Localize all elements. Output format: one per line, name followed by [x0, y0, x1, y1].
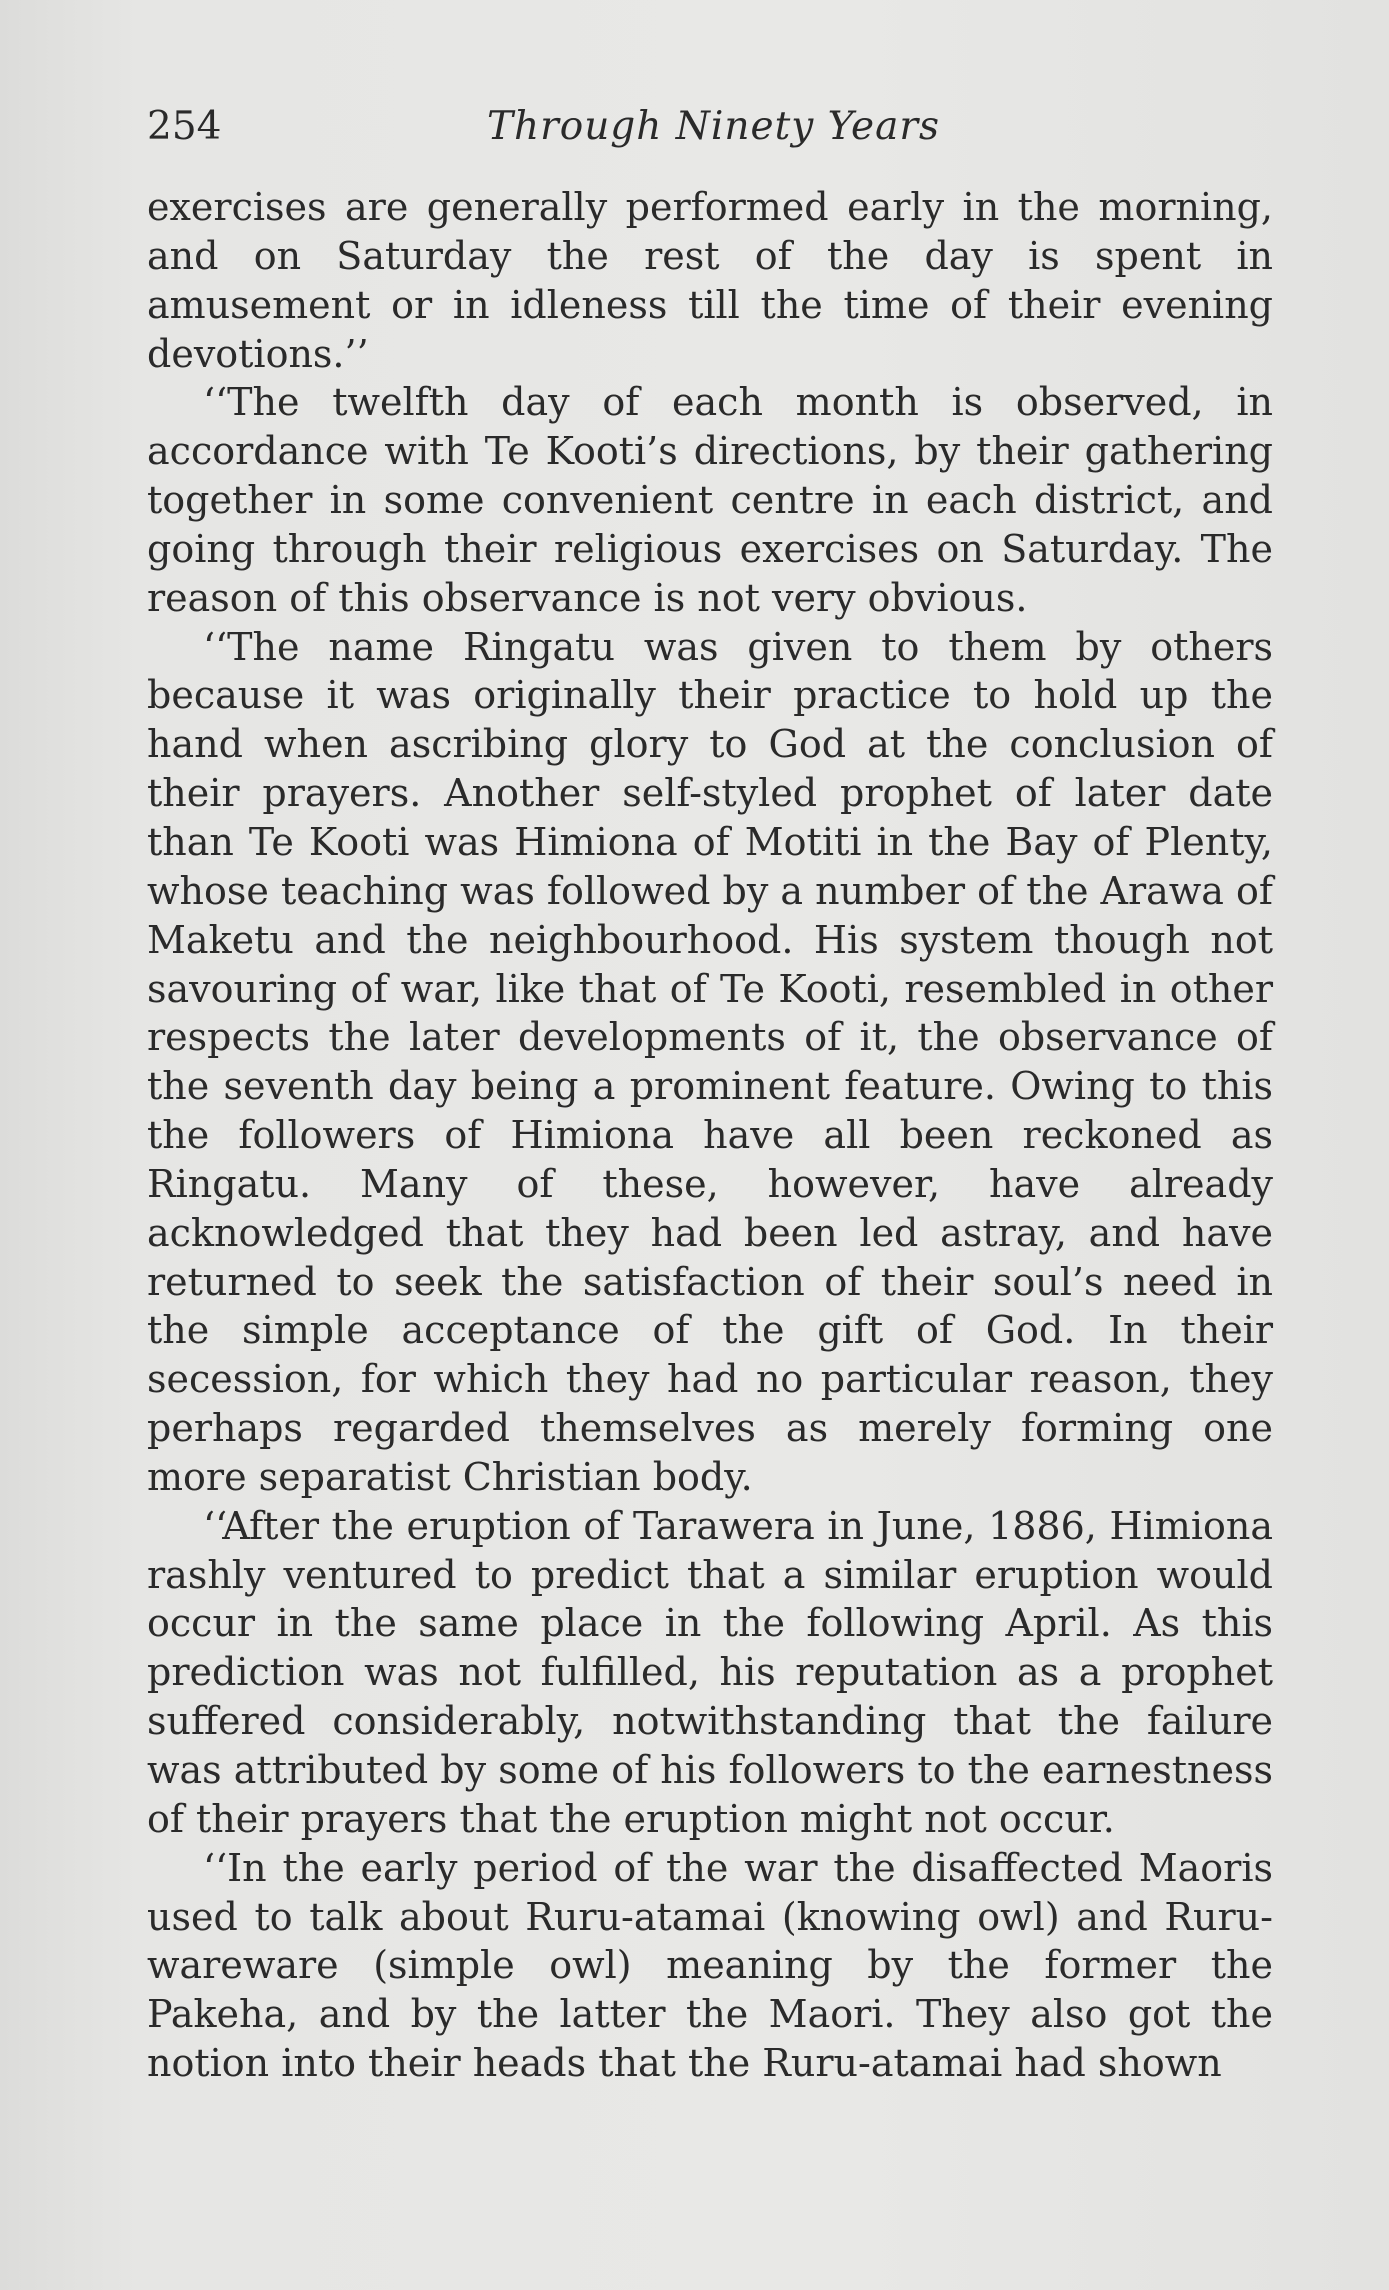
paragraph: exercises are generally performed early in the morning, and on Saturday the rest of the day is spent in amusement or in idleness till the time of their evening devotions.’’ [147, 185, 1273, 376]
paragraph: ‘‘In the early period of the war the disaffected Maoris used to talk about Ruru-atamai (knowing owl) and Ruru-wareware (simple owl) meaning by the former the Pakeha, and by the latter the Maori. They also got the notion into their heads that the Ruru-atamai had shown [147, 1845, 1273, 2086]
running-title: Through Ninety Years [486, 104, 941, 149]
paragraph: ‘‘After the eruption of Tarawera in June, 1886, Himiona rashly ventured to predict that a similar eruption would occur in the same place in the following April. As this prediction was not fulfilled, his reputation as a prophet suffered considerably, notwithstanding that the failure was attributed by some of his followers to the earnestness of their prayers that the eruption might not occur. [147, 1503, 1273, 1841]
page-header [147, 104, 1280, 160]
page-number: 254 [147, 104, 222, 149]
paragraph: ‘‘The twelfth day of each month is observed, in accordance with Te Kooti’s directions, by their gathering together in some convenient centre in each district, and going through their religious exercises on Saturday. The reason of this observance is not very obvious. [147, 380, 1273, 620]
body-text [147, 183, 1273, 2088]
paragraph: ‘‘The name Ringatu was given to them by others because it was originally their practice to hold up the hand when ascribing glory to God at the conclusion of their prayers. Another self-styled prophet of later date than Te Kooti was Himiona of Motiti in the Bay of Plenty, whose teaching was followed by a number of the Arawa of Maketu and the neighbourhood. His system though not savouring of war, like that of Te Kooti, resembled in other respects the later developments of it, the observance of the seventh day being a prominent feature. Owing to this the followers of Himiona have all been reckoned as Ringatu. Many of these, however, have already acknowledged that they had been led astray, and have returned to seek the satisfaction of their soul’s need in the simple acceptance of the gift of God. In their secession, for which they had no particular reason, they perhaps regarded themselves as merely forming one more separatist Christian body. [147, 624, 1273, 1499]
